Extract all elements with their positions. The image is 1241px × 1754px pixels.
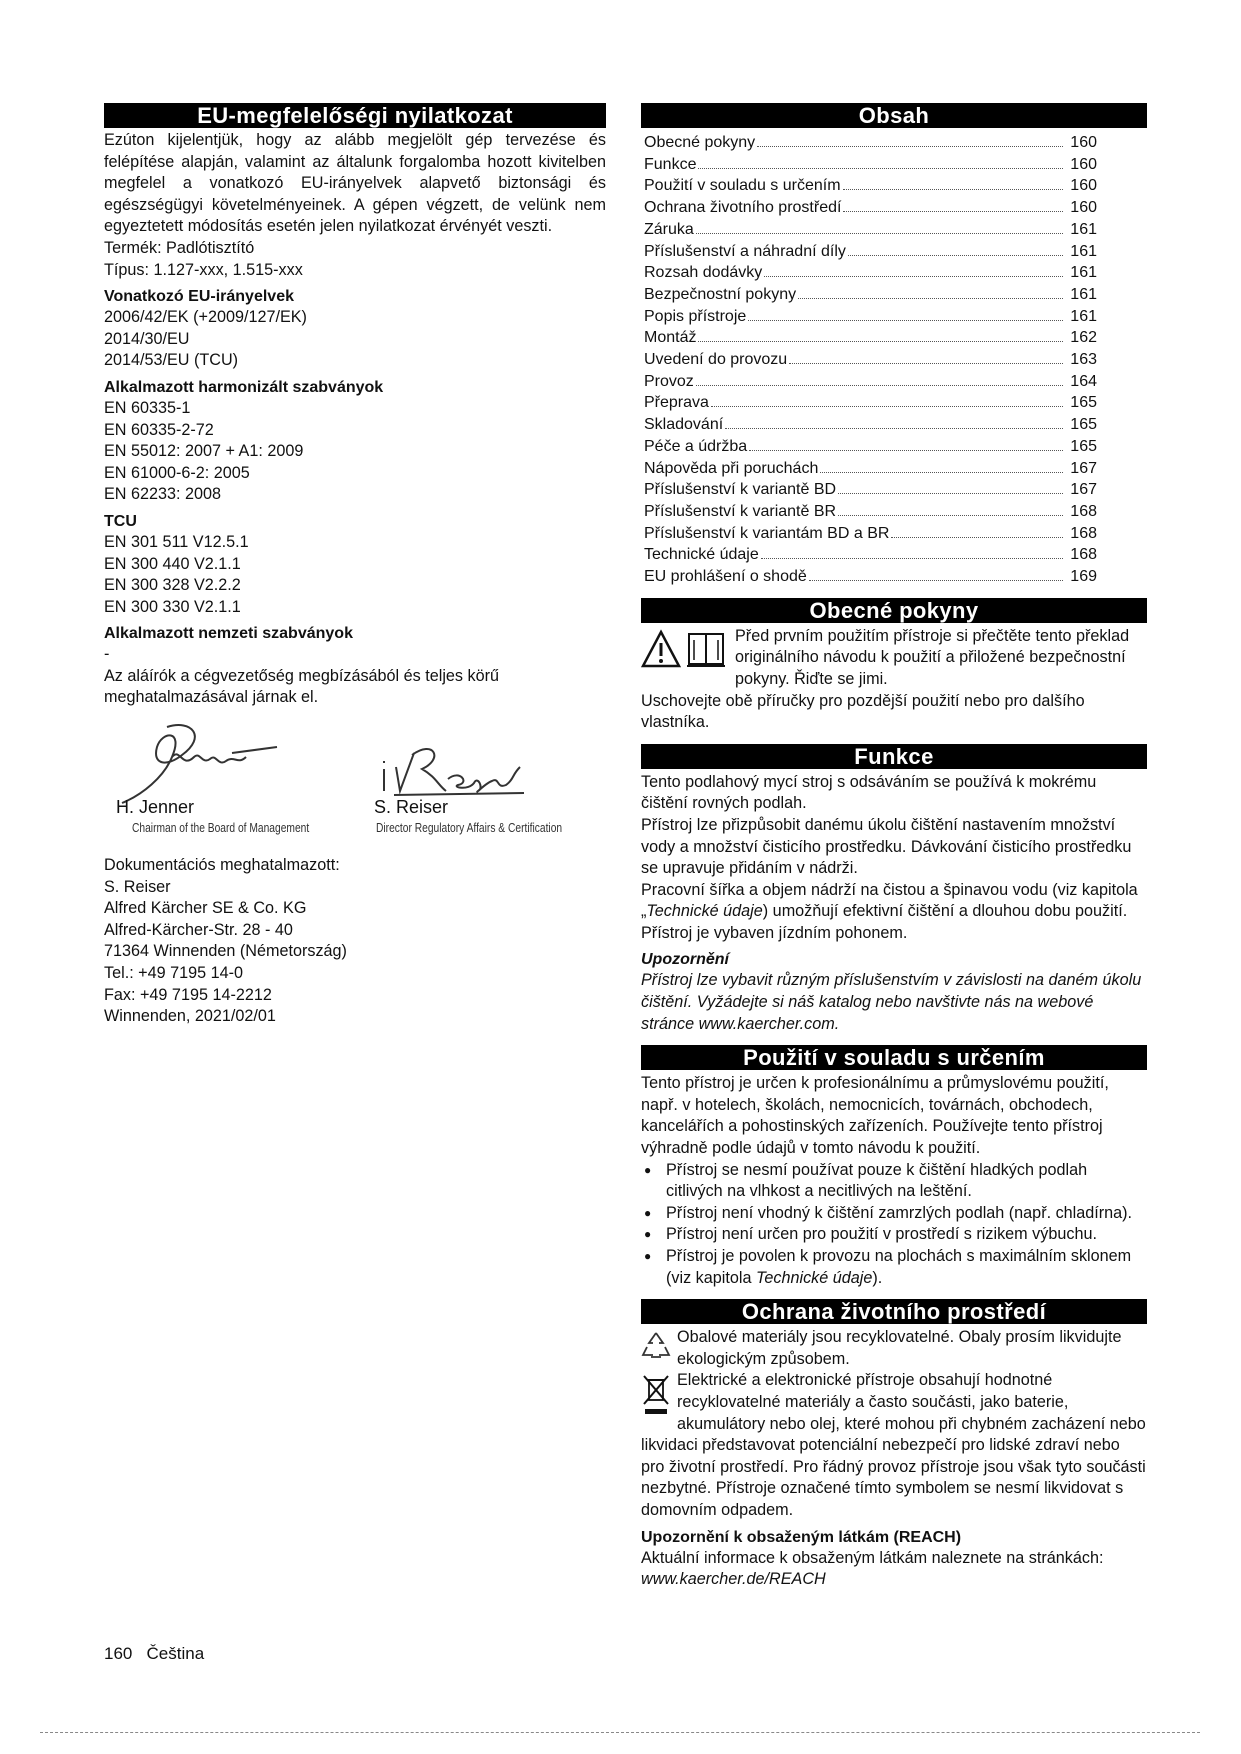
electrical-disposal: Elektrické a elektronické přístroje obsahují hodnotné recyklovatelné materiály a často součásti, jako baterie, akumulátory nebo olej, které mohou při chybném zacházení nebo likvidaci představovat potenciální nebezpečí pro lidské zdraví nebo pro životní prostředí. Pro řádný provoz přístroje jsou však tyto součásti nezbytné. Přístroje označené tímto symbolem se nesmí likvidovat s domovním odpadem. bbox=[641, 1371, 1146, 1519]
national-standards-heading: Alkalmazott nemzeti szabványok bbox=[104, 625, 353, 643]
table-of-contents bbox=[644, 132, 1147, 588]
toc-entry-page: 161 bbox=[1070, 307, 1097, 325]
toc-entry-page: 165 bbox=[1070, 437, 1097, 455]
eu-directive: 2006/42/EK (+2009/127/EK) bbox=[104, 308, 307, 327]
product-line: Termék: Padlótisztító bbox=[104, 238, 255, 257]
toc-leader-dots bbox=[696, 233, 1063, 234]
toc-entry-title: Popis přístroje bbox=[644, 307, 747, 325]
standard-item: EN 62233: 2008 bbox=[104, 485, 222, 504]
toc-leader-dots bbox=[757, 146, 1063, 147]
harmonized-standards-heading: Alkalmazott harmonizált szabványok bbox=[104, 378, 384, 396]
toc-entry-page: 168 bbox=[1070, 546, 1097, 564]
standard-item: EN 60335-2-72 bbox=[104, 420, 214, 439]
signer-role: Chairman of the Board of Management bbox=[132, 821, 310, 836]
toc-entry-title: Příslušenství k variantě BD bbox=[644, 481, 837, 499]
toc-leader-dots bbox=[761, 558, 1063, 559]
section-title: Obecné pokyny bbox=[641, 598, 1147, 623]
toc-entry-page: 162 bbox=[1070, 329, 1097, 347]
text-span: ) umožňují efektivní čištění a dlouhou dobu použití. bbox=[762, 902, 1128, 921]
bullet-text: Přístroj se nesmí používat pouze k čištění hladkých podlah citlivých na vlhkost a necitlivých na leštění. bbox=[666, 1160, 1088, 1201]
national-standards-dash: - bbox=[104, 645, 110, 664]
toc-entry[interactable] bbox=[644, 284, 1147, 306]
toc-entry[interactable] bbox=[644, 175, 1147, 197]
toc-entry-page: 167 bbox=[1070, 459, 1097, 477]
declaration-column bbox=[104, 103, 606, 1028]
toc-entry[interactable] bbox=[644, 479, 1147, 501]
recycling-icon bbox=[641, 1329, 671, 1363]
toc-entry[interactable] bbox=[644, 501, 1147, 523]
toc-entry-page: 169 bbox=[1070, 568, 1097, 586]
toc-entry-title: Příslušenství k variantě BR bbox=[644, 502, 837, 520]
toc-entry-title: Použití v souladu s určením bbox=[644, 177, 841, 195]
toc-leader-dots bbox=[809, 580, 1063, 581]
toc-entry[interactable] bbox=[644, 154, 1147, 176]
standard-item: EN 60335-1 bbox=[104, 398, 191, 417]
toc-entry-page: 160 bbox=[1070, 177, 1097, 195]
contact-line: Fax: +49 7195 14-2212 bbox=[104, 985, 272, 1004]
bullet-dot: ● bbox=[644, 1249, 652, 1264]
section-title: Ochrana životního prostředí bbox=[641, 1299, 1147, 1324]
toc-entry-page: 164 bbox=[1070, 372, 1097, 390]
contact-line: 71364 Winnenden (Németország) bbox=[104, 942, 347, 961]
toc-entry-title: Příslušenství a náhradní díly bbox=[644, 242, 846, 260]
bullet-text: ). bbox=[872, 1268, 883, 1287]
tcu-item: EN 300 328 V2.2.2 bbox=[104, 576, 241, 595]
toc-leader-dots bbox=[764, 276, 1063, 277]
toc-entry-title: Technické údaje bbox=[644, 546, 759, 564]
toc-entry[interactable] bbox=[644, 414, 1147, 436]
toc-entry-page: 160 bbox=[1070, 134, 1097, 151]
tcu-heading: TCU bbox=[104, 512, 137, 530]
toc-leader-dots bbox=[698, 341, 1063, 342]
function-paragraph bbox=[641, 880, 1147, 923]
toc-entry-title: Ochrana životního prostředí bbox=[644, 199, 842, 217]
eu-directive: 2014/53/EU (TCU) bbox=[104, 351, 239, 370]
general-section bbox=[641, 598, 1147, 734]
toc-leader-dots bbox=[696, 385, 1063, 386]
intended-use-section bbox=[641, 1045, 1147, 1289]
toc-leader-dots bbox=[820, 472, 1063, 473]
toc-entry[interactable] bbox=[644, 371, 1147, 393]
toc-entry[interactable] bbox=[644, 392, 1147, 414]
toc-entry-title: Bezpečnostní pokyny bbox=[644, 285, 797, 303]
toc-entry-page: 161 bbox=[1070, 264, 1097, 282]
toc-entry[interactable] bbox=[644, 544, 1147, 566]
toc-entry[interactable] bbox=[644, 306, 1147, 328]
general-instruction: Před prvním použitím přístroje si přečtěte tento překlad originálního návodu k použití a přiložené bezpečnostní pokyny. Řiďte se jimi. bbox=[735, 626, 1130, 688]
bullet-text: Přístroj není určen pro použití v prostředí s rizikem výbuchu. bbox=[666, 1225, 1097, 1244]
contact-line: Tel.: +49 7195 14-0 bbox=[104, 964, 244, 983]
bullet-text: Přístroj není vhodný k čištění zamrzlých podlah (např. chladírna). bbox=[666, 1203, 1133, 1222]
tcu-item: EN 300 330 V2.1.1 bbox=[104, 597, 241, 616]
bullet-item bbox=[641, 1246, 1147, 1289]
documentation-contact bbox=[104, 855, 606, 1028]
text-span: Pracovní šířka a objem nádrží na čistou a špinavou vodu (viz kapitola „ bbox=[641, 880, 1138, 921]
bullet-dot: ● bbox=[644, 1227, 652, 1242]
technical-data-link[interactable]: Technické údaje bbox=[646, 902, 763, 921]
toc-leader-dots bbox=[725, 428, 1063, 429]
toc-entry-title: Nápověda při poruchách bbox=[644, 459, 819, 477]
toc-entry-page: 165 bbox=[1070, 394, 1097, 412]
toc-entry-page: 168 bbox=[1070, 524, 1097, 542]
toc-entry[interactable] bbox=[644, 197, 1147, 219]
toc-entry-page: 167 bbox=[1070, 481, 1097, 499]
toc-entry-page: 168 bbox=[1070, 502, 1097, 520]
toc-entry-page: 161 bbox=[1070, 242, 1097, 260]
toc-leader-dots bbox=[843, 211, 1063, 212]
toc-entry-title: Péče a údržba bbox=[644, 437, 748, 455]
toc-entry-page: 163 bbox=[1070, 351, 1097, 369]
harmonized-standards-list bbox=[104, 398, 606, 506]
declaration-title: EU-megfelelőségi nyilatkozat bbox=[104, 103, 606, 128]
page-footer: 160 Čeština bbox=[104, 1644, 205, 1663]
toc-entry-title: Rozsah dodávky bbox=[644, 264, 763, 282]
toc-entry[interactable] bbox=[644, 262, 1147, 284]
toc-entry-title: Přeprava bbox=[644, 394, 709, 412]
toc-entry-title: Příslušenství k variantám BD a BR bbox=[644, 524, 890, 542]
type-line: Típus: 1.127-xxx, 1.515-xxx bbox=[104, 260, 303, 279]
toc-entry-page: 161 bbox=[1070, 220, 1097, 238]
toc-entry-title: Záruka bbox=[644, 220, 694, 238]
toc-entry-title: Skladování bbox=[644, 416, 724, 434]
signature-block bbox=[104, 715, 606, 847]
toc-entry[interactable] bbox=[644, 219, 1147, 241]
standard-item: EN 55012: 2007 + A1: 2009 bbox=[104, 442, 304, 461]
reach-text: Aktuální informace k obsaženým látkám naleznete na stránkách: bbox=[641, 1548, 1104, 1567]
contact-line: Alfred Kärcher SE & Co. KG bbox=[104, 899, 307, 918]
toc-leader-dots bbox=[698, 168, 1063, 169]
bullet-text: Přístroj je povolen k provozu na plochách s maximálním sklonem (viz kapitola bbox=[666, 1247, 1132, 1287]
tcu-item: EN 300 440 V2.1.1 bbox=[104, 554, 241, 573]
toc-entry-title: Provoz bbox=[644, 372, 694, 390]
toc-entry[interactable] bbox=[644, 327, 1147, 349]
tcu-item: EN 301 511 V12.5.1 bbox=[104, 532, 249, 551]
contact-line: Dokumentációs meghatalmazott: bbox=[104, 856, 340, 875]
environment-section bbox=[641, 1299, 1147, 1591]
signer-name: S. Reiser bbox=[374, 797, 449, 818]
toc-leader-dots bbox=[843, 189, 1063, 190]
contact-line: Alfred-Kärcher-Str. 28 - 40 bbox=[104, 920, 293, 939]
toc-leader-dots bbox=[848, 255, 1063, 256]
eu-directive: 2014/30/EU bbox=[104, 329, 190, 348]
function-paragraph: Tento podlahový mycí stroj s odsáváním se používá k mokrému čištění rovných podlah. bbox=[641, 772, 1097, 813]
function-section bbox=[641, 744, 1147, 1036]
toc-entry-page: 160 bbox=[1070, 199, 1097, 217]
signer-role: Director Regulatory Affairs & Certification bbox=[376, 821, 563, 836]
toc-entry[interactable] bbox=[644, 523, 1147, 545]
signature-jenner bbox=[112, 717, 302, 807]
toc-leader-dots bbox=[748, 320, 1063, 321]
section-title: Použití v souladu s určením bbox=[641, 1045, 1147, 1070]
toc-leader-dots bbox=[838, 515, 1063, 516]
reach-link[interactable]: www.kaercher.de/REACH bbox=[641, 1570, 826, 1589]
function-paragraph: Přístroj je vybaven jízdním pohonem. bbox=[641, 923, 908, 942]
toc-entry-page: 161 bbox=[1070, 285, 1097, 303]
eu-directives-list bbox=[104, 307, 606, 372]
bottom-rule bbox=[40, 1732, 1200, 1733]
signers-note: Az aláírók a cégvezetőség megbízásából és teljes körű meghatalmazásával járnak el. bbox=[104, 666, 500, 707]
crossed-bin-icon bbox=[641, 1372, 671, 1416]
toc-entry-title: Uvedení do provozu bbox=[644, 351, 788, 369]
section-title: Funkce bbox=[641, 744, 1147, 769]
toc-entry-page: 160 bbox=[1070, 155, 1097, 173]
toc-entry-title: Funkce bbox=[644, 155, 697, 173]
note-heading: Upozornění bbox=[641, 951, 729, 969]
toc-entry[interactable] bbox=[644, 566, 1147, 588]
toc-entry-title: Obecné pokyny bbox=[644, 134, 756, 151]
toc-entry-title: Montáž bbox=[644, 329, 697, 347]
toc-entry-title: EU prohlášení o shodě bbox=[644, 568, 807, 586]
bullet-dot: ● bbox=[644, 1205, 652, 1220]
toc-leader-dots bbox=[789, 363, 1063, 364]
toc-entry-page: 165 bbox=[1070, 416, 1097, 434]
bullet-item bbox=[641, 1160, 1147, 1203]
toc-leader-dots bbox=[838, 493, 1063, 494]
toc-entry[interactable] bbox=[644, 241, 1147, 263]
bullet-item bbox=[641, 1203, 1147, 1225]
toc-leader-dots bbox=[711, 406, 1063, 407]
eu-directives-heading: Vonatkozó EU-irányelvek bbox=[104, 288, 294, 306]
function-paragraph: Přístroj lze přizpůsobit danému úkolu čištění nastavením množství vody a množství čisticího prostředku. Dávkování čisticího prostředku se upravuje přidáním v nádrži. bbox=[641, 815, 1132, 878]
content-column bbox=[641, 103, 1147, 1591]
contact-line: S. Reiser bbox=[104, 877, 171, 896]
toc-entry[interactable] bbox=[644, 349, 1147, 371]
declaration-intro: Ezúton kijelentjük, hogy az alább megjelölt gép tervezése és felépítése alapján, valamint az általunk forgalomba hozott kivitelben megfelel a vonatkozó EU-irányelvek alapvető biztonsági és egészségügyi követelményeinek. A gépen végzett, de velünk nem egyeztetett módosítás esetén jelen nyilatkozat érvényét veszti. bbox=[104, 131, 606, 236]
packaging-recycling: Obalové materiály jsou recyklovatelné. Obaly prosím likvidujte ekologickým způsobem. bbox=[677, 1328, 1122, 1368]
standard-item: EN 61000-6-2: 2005 bbox=[104, 463, 250, 482]
reach-heading: Upozornění k obsaženým látkám (REACH) bbox=[641, 1528, 962, 1546]
toc-title: Obsah bbox=[641, 103, 1147, 128]
toc-entry[interactable] bbox=[644, 458, 1147, 480]
technical-data-link[interactable]: Technické údaje bbox=[755, 1268, 873, 1287]
note-text: Přístroj lze vybavit různým příslušenstvím v závislosti na daném úkolu čištění. Vyžádejte si náš katalog nebo navštivte nás na webové stránce www.kaercher.com. bbox=[641, 971, 1142, 1033]
toc-leader-dots bbox=[798, 298, 1063, 299]
tcu-list bbox=[104, 532, 606, 618]
warning-manual-icon bbox=[641, 628, 729, 670]
bullet-item bbox=[641, 1224, 1147, 1246]
signer-name: H. Jenner bbox=[116, 797, 195, 818]
use-paragraph: Tento přístroj je určen k profesionálnímu a průmyslovému použití, např. v hotelech, školách, nemocnicích, továrnách, obchodech, kancelářích a pohostinských zařízeních. Používejte tento přístroj výhradně podle údajů v tomto návodu k použití. bbox=[641, 1074, 1109, 1158]
toc-entry[interactable] bbox=[644, 436, 1147, 458]
toc-entry[interactable] bbox=[644, 132, 1147, 154]
contact-line: Winnenden, 2021/02/01 bbox=[104, 1007, 276, 1026]
bullet-dot: ● bbox=[644, 1162, 652, 1177]
toc-leader-dots bbox=[749, 450, 1063, 451]
general-keep-manuals: Uschovejte obě příručky pro pozdější použití nebo pro dalšího vlastníka. bbox=[641, 691, 1085, 732]
toc-leader-dots bbox=[891, 537, 1063, 538]
